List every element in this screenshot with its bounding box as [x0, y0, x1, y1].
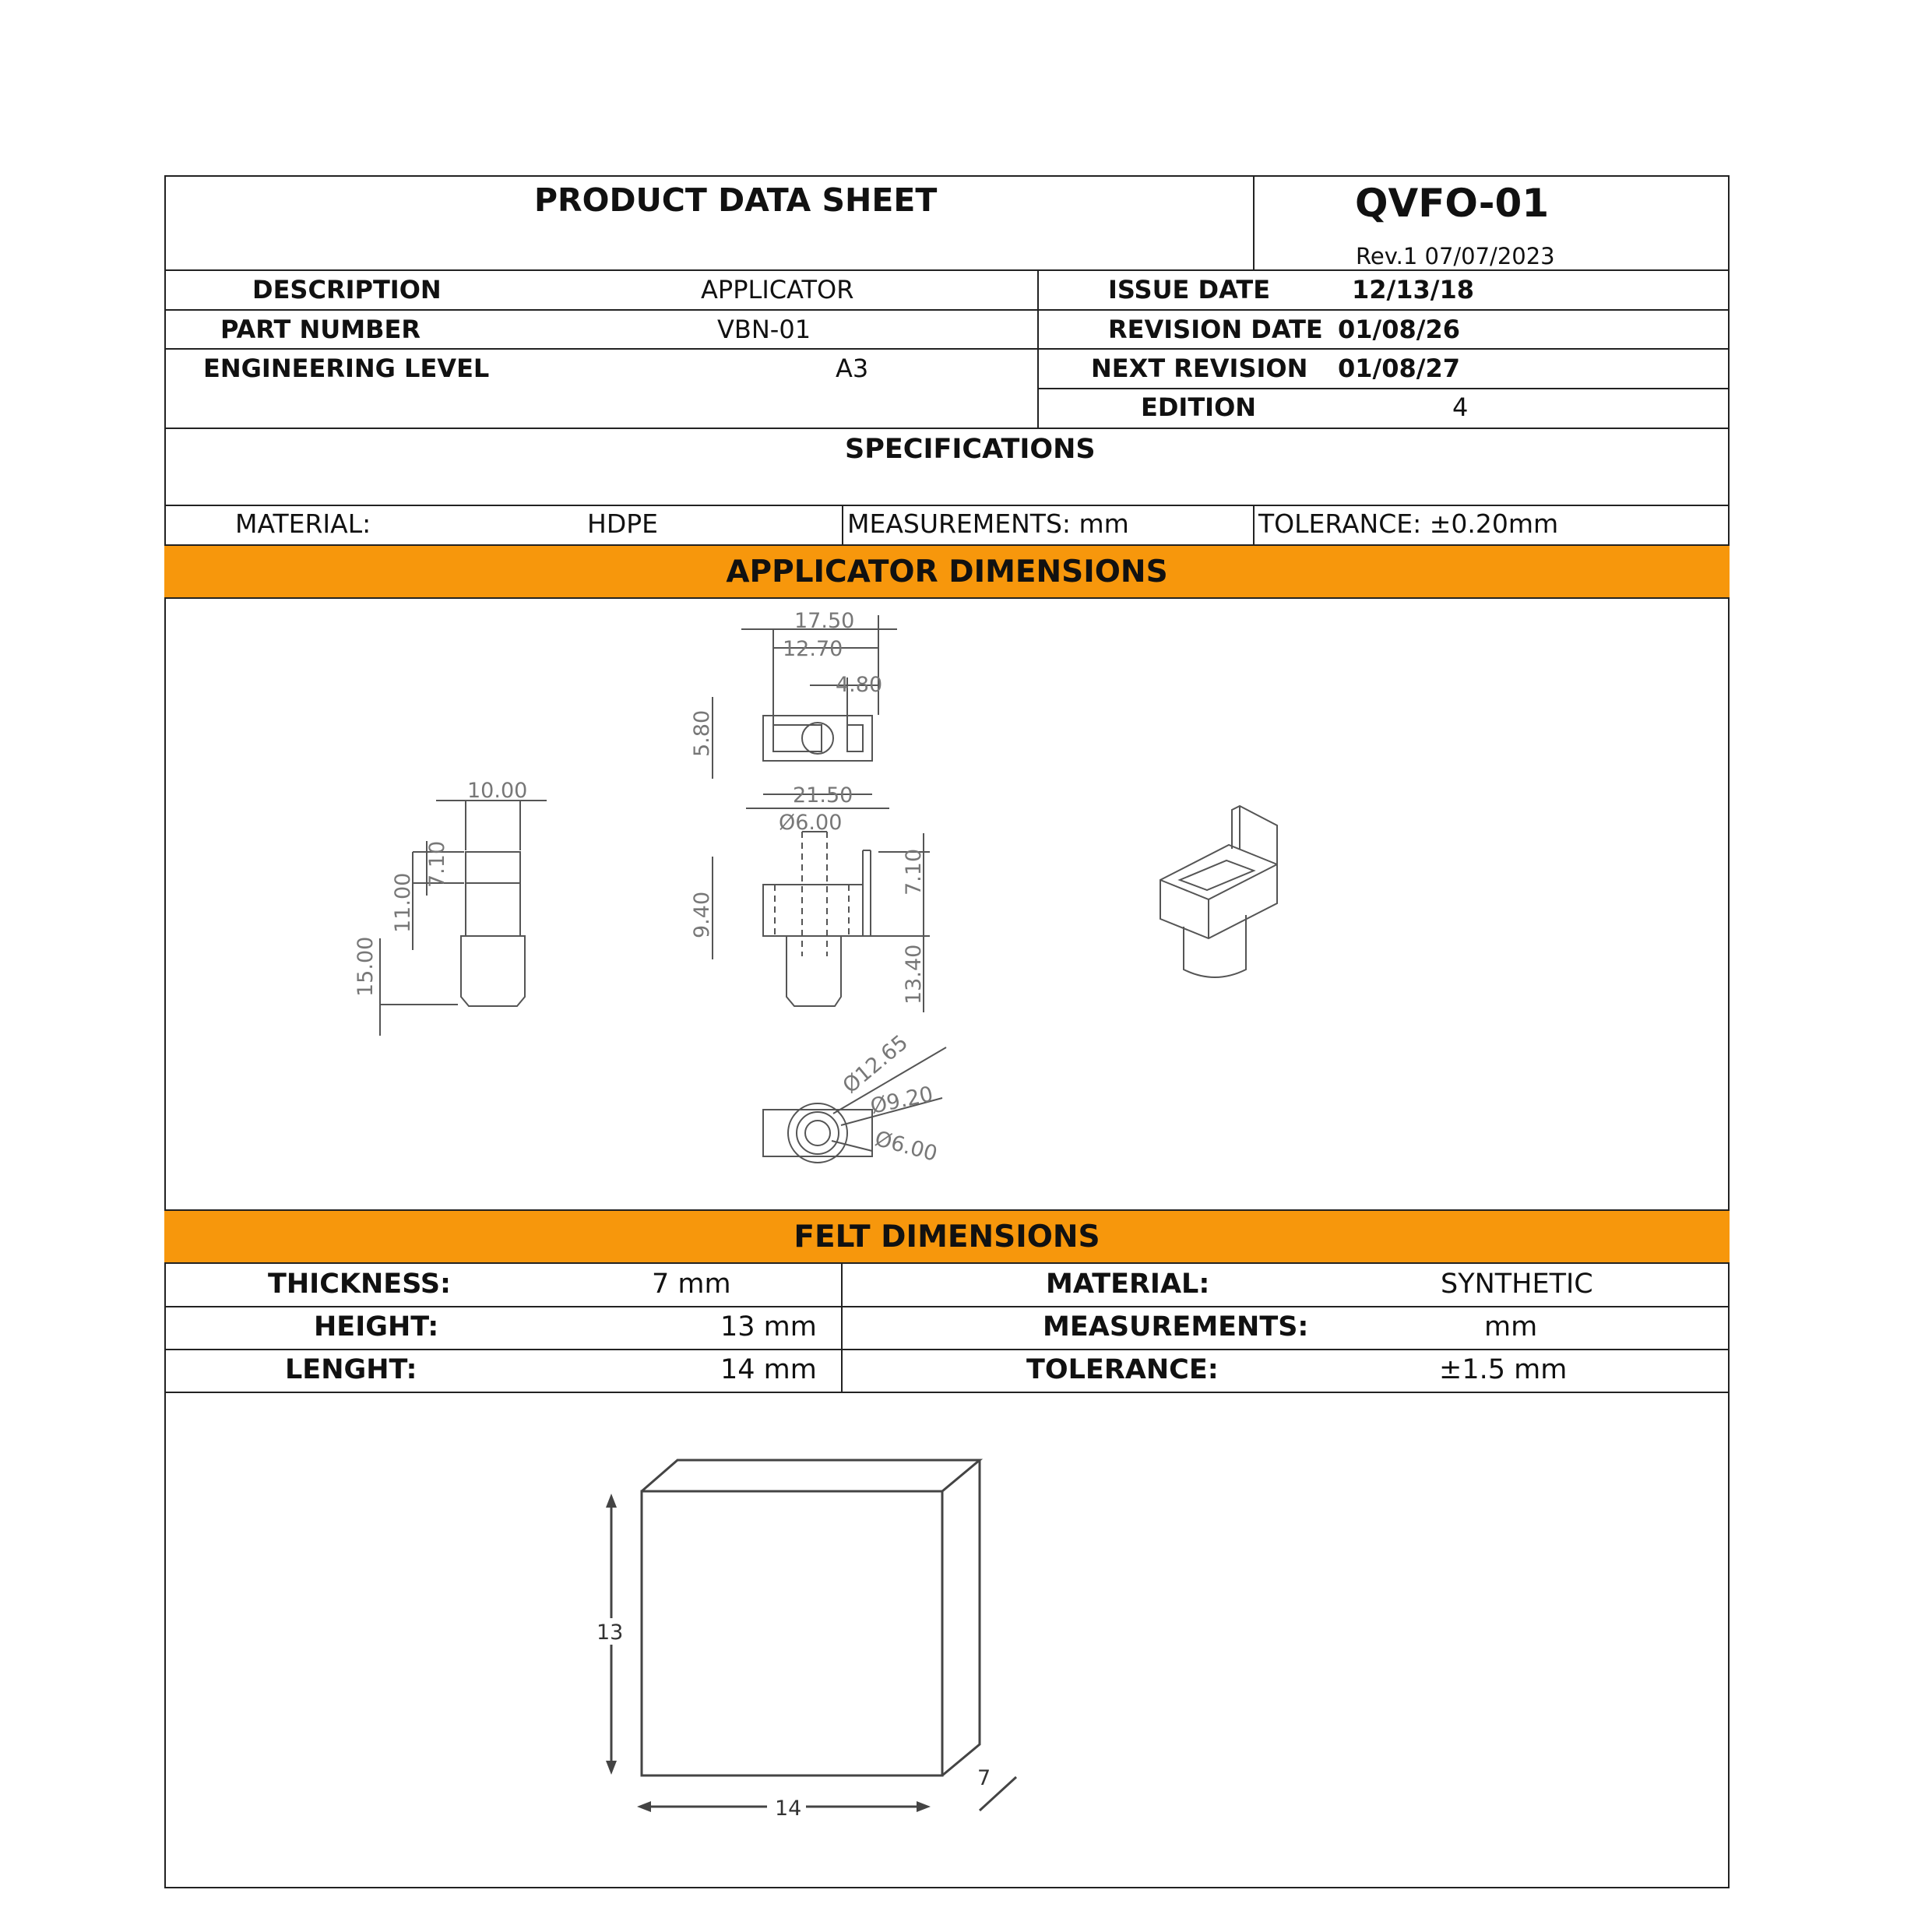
dim-11-00: 11.00	[391, 872, 415, 933]
spec-material-value: HDPE	[587, 509, 658, 539]
felt-tolerance-label: TOLERANCE:	[1026, 1354, 1219, 1385]
spec-material-label: MATERIAL:	[235, 509, 371, 539]
edition-value: 4	[1452, 392, 1469, 422]
felt-height-dim: 13	[596, 1621, 624, 1645]
next-revision-label: NEXT REVISION	[1091, 354, 1308, 383]
felt-dimensions-title: FELT DIMENSIONS	[794, 1219, 1100, 1255]
issue-date-value: 12/13/18	[1352, 275, 1474, 304]
part-number-label: PART NUMBER	[220, 315, 421, 344]
description-label: DESCRIPTION	[252, 275, 442, 304]
thickness-label: THICKNESS:	[268, 1269, 452, 1300]
dim-13-40: 13.40	[902, 944, 926, 1005]
felt-tolerance-value: ±1.5 mm	[1439, 1354, 1568, 1385]
dim-21-50: 21.50	[793, 783, 853, 808]
issue-date-label: ISSUE DATE	[1108, 275, 1271, 304]
dim-17-50: 17.50	[794, 609, 855, 633]
thickness-value: 7 mm	[652, 1269, 731, 1300]
length-value: 14 mm	[720, 1354, 817, 1385]
dim-9-40: 9.40	[690, 891, 714, 938]
height-value: 13 mm	[720, 1311, 817, 1343]
dim-5-80: 5.80	[690, 709, 714, 757]
felt-material-value: SYNTHETIC	[1441, 1269, 1593, 1300]
dim-10-00: 10.00	[467, 779, 528, 803]
felt-measurements-value: mm	[1484, 1311, 1538, 1343]
description-value: APPLICATOR	[701, 275, 854, 304]
specifications-title: SPECIFICATIONS	[845, 434, 1096, 465]
felt-material-label: MATERIAL:	[1046, 1269, 1210, 1300]
engineering-level-value: A3	[836, 354, 869, 383]
edition-label: EDITION	[1141, 392, 1257, 422]
engineering-level-label: ENGINEERING LEVEL	[203, 354, 490, 383]
felt-measurements-label: MEASUREMENTS:	[1043, 1311, 1309, 1343]
revision-stamp: Rev.1 07/07/2023	[1356, 243, 1555, 269]
revision-date-label: REVISION DATE	[1108, 315, 1323, 344]
next-revision-value: 01/08/27	[1338, 354, 1460, 383]
revision-date-value: 01/08/26	[1338, 315, 1460, 344]
spec-tolerance: TOLERANCE: ±0.20mm	[1258, 509, 1559, 539]
dim-dia-6-00-top: Ø6.00	[779, 811, 843, 835]
dim-12-70: 12.70	[783, 637, 843, 661]
document-code: QVFO-01	[1355, 181, 1550, 226]
dim-15-00: 15.00	[354, 936, 378, 997]
dim-dia-12-65: Ø12.65	[838, 1030, 913, 1099]
dim-7-10-left: 7.10	[425, 840, 449, 888]
dim-4-80: 4.80	[836, 673, 883, 697]
dim-dia-9-20: Ø9.20	[868, 1082, 936, 1119]
part-number-value: VBN-01	[717, 315, 811, 344]
felt-block-outline	[611, 1460, 1016, 1811]
height-label: HEIGHT:	[314, 1311, 439, 1343]
dim-7-10-right: 7.10	[902, 848, 926, 896]
dim-dia-6-00-bottom: Ø6.00	[872, 1126, 940, 1167]
felt-thickness-dim: 7	[977, 1766, 991, 1790]
felt-length-dim: 14	[775, 1797, 802, 1821]
length-label: LENGHT:	[285, 1354, 417, 1385]
document-title: PRODUCT DATA SHEET	[534, 181, 938, 219]
felt-dimension-arrows	[606, 1494, 931, 1812]
spec-measurements: MEASUREMENTS: mm	[847, 509, 1129, 539]
applicator-dimensions-title: APPLICATOR DIMENSIONS	[726, 554, 1168, 589]
